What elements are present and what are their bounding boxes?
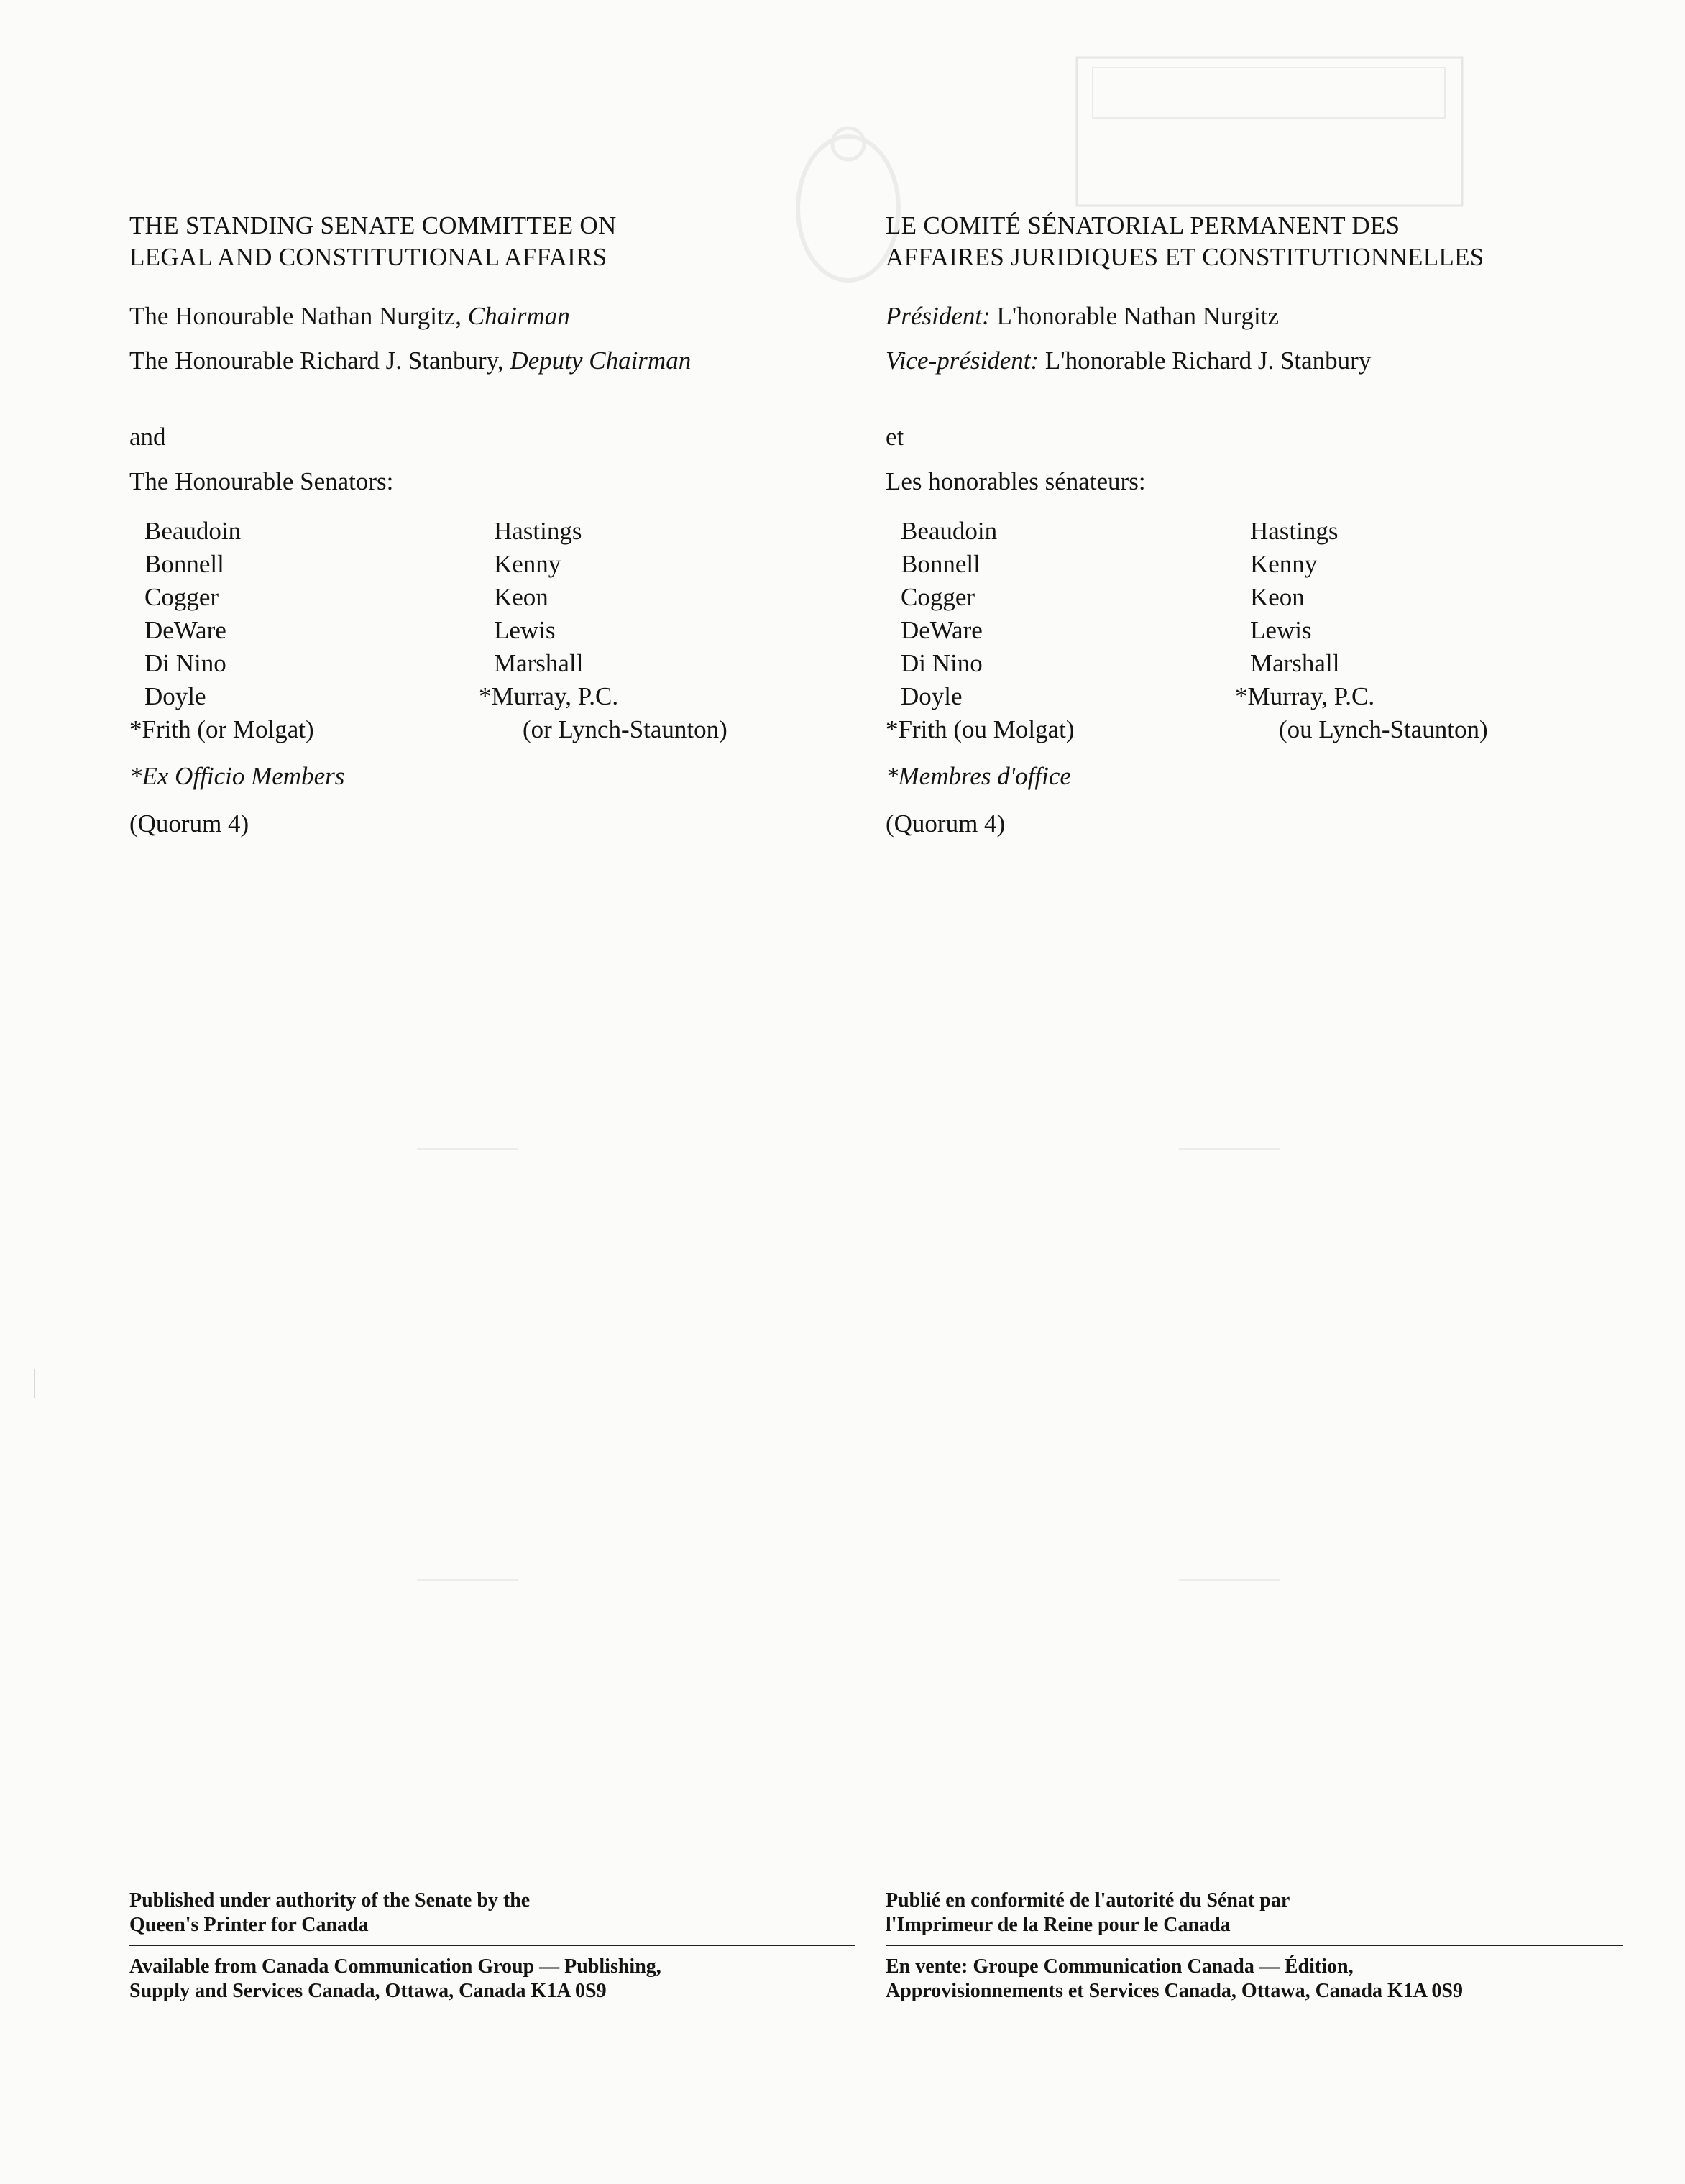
french-deputy-name: L'honorable Richard J. Stanbury: [1039, 347, 1372, 375]
french-president: [886, 300, 1612, 332]
english-chairman: [129, 300, 855, 332]
english-available-line1: Available from Canada Communication Group — Publishing,: [129, 1955, 661, 1978]
senator-name: DeWare: [901, 616, 983, 644]
senator-name: *Frith (or Molgat): [129, 715, 314, 743]
senator-name: Cogger: [901, 583, 975, 611]
english-title-line2: LEGAL AND CONSTITUTIONAL AFFAIRS: [129, 243, 607, 271]
french-committee-title: [886, 210, 1612, 273]
french-chair-name: L'honorable Nathan Nurgitz: [990, 302, 1280, 330]
english-publication-notice: [129, 1889, 855, 1946]
senator-name: Hastings: [494, 517, 582, 545]
senator-name: Beaudoin: [901, 517, 998, 545]
english-senators-intro: The Honourable Senators:: [129, 467, 394, 495]
english-quorum: (Quorum 4): [129, 809, 249, 838]
french-published-line1: Publié en conformité de l'autorité du Sénat par: [886, 1889, 1290, 1912]
senator-name: Doyle: [144, 682, 206, 710]
senator-name: (or Lynch-Staunton): [523, 715, 727, 743]
english-officers: [129, 300, 855, 377]
french-senators-intro: Les honorables sénateurs:: [886, 467, 1146, 495]
english-committee-title: [129, 210, 855, 273]
senator-name: Keon: [494, 583, 548, 611]
english-chair-role: Chairman: [467, 302, 570, 330]
senator-name: *Murray, P.C.: [1235, 682, 1375, 710]
english-available-line2: Supply and Services Canada, Ottawa, Canada K1A 0S9: [129, 1980, 607, 2002]
english-published-line1: Published under authority of the Senate by the: [129, 1889, 531, 1912]
french-vice-president: [886, 345, 1612, 377]
french-deputy-role: Vice-président:: [886, 347, 1039, 375]
senator-name: Di Nino: [901, 649, 983, 677]
english-conjunction: and: [129, 423, 166, 451]
senator-name: Di Nino: [144, 649, 226, 677]
senator-name: *Murray, P.C.: [479, 682, 619, 710]
english-column: [129, 210, 855, 840]
senator-name: Keon: [1250, 583, 1305, 611]
senator-name: Kenny: [1250, 550, 1318, 578]
french-senators-col1: [886, 515, 1250, 746]
french-publication-notice: [886, 1889, 1623, 1946]
french-available-line2: Approvisionnements et Services Canada, Ottawa, Canada K1A 0S9: [886, 1980, 1463, 2002]
senator-name: DeWare: [144, 616, 226, 644]
english-deputy-role: Deputy Chairman: [510, 347, 692, 375]
senator-name: Lewis: [494, 616, 556, 644]
english-senators-list: [129, 515, 855, 746]
senator-name: Marshall: [1250, 649, 1340, 677]
senator-name: Bonnell: [144, 550, 224, 578]
english-ex-officio-note: *Ex Officio Members: [129, 762, 345, 790]
french-chair-role: Président:: [886, 302, 991, 330]
senator-name: Kenny: [494, 550, 561, 578]
french-title-line2: AFFAIRES JURIDIQUES ET CONSTITUTIONNELLES: [886, 243, 1484, 271]
french-availability-notice: [886, 1946, 1623, 2004]
french-senators-list: [886, 515, 1612, 746]
french-officers: [886, 300, 1612, 377]
english-published-line2: Queen's Printer for Canada: [129, 1914, 369, 1936]
english-deputy-chairman: [129, 345, 855, 377]
french-senators-col2: [1235, 515, 1612, 746]
english-deputy-name: The Honourable Richard J. Stanbury,: [129, 347, 510, 375]
senator-name: Cogger: [144, 583, 219, 611]
english-chair-name: The Honourable Nathan Nurgitz,: [129, 302, 468, 330]
french-quorum: (Quorum 4): [886, 809, 1006, 838]
senator-name: Doyle: [901, 682, 963, 710]
french-footer: [886, 1889, 1623, 2004]
senator-name: (ou Lynch-Staunton): [1279, 715, 1488, 743]
senator-name: Lewis: [1250, 616, 1312, 644]
french-title-line1: LE COMITÉ SÉNATORIAL PERMANENT DES: [886, 211, 1400, 239]
english-footer: [129, 1889, 855, 2004]
french-available-line1: En vente: Groupe Communication Canada — Édition,: [886, 1955, 1354, 1978]
senator-name: Bonnell: [901, 550, 981, 578]
english-availability-notice: [129, 1946, 855, 2004]
english-senators-col1: [129, 515, 494, 746]
english-senators-col2: [479, 515, 855, 746]
senator-name: Beaudoin: [144, 517, 242, 545]
senator-name: *Frith (ou Molgat): [886, 715, 1075, 743]
french-column: [886, 210, 1612, 840]
english-title-line1: THE STANDING SENATE COMMITTEE ON: [129, 211, 617, 239]
french-ex-officio-note: *Membres d'office: [886, 762, 1071, 790]
french-conjunction: et: [886, 423, 904, 451]
senator-name: Hastings: [1250, 517, 1339, 545]
french-published-line2: l'Imprimeur de la Reine pour le Canada: [886, 1914, 1231, 1936]
senator-name: Marshall: [494, 649, 584, 677]
